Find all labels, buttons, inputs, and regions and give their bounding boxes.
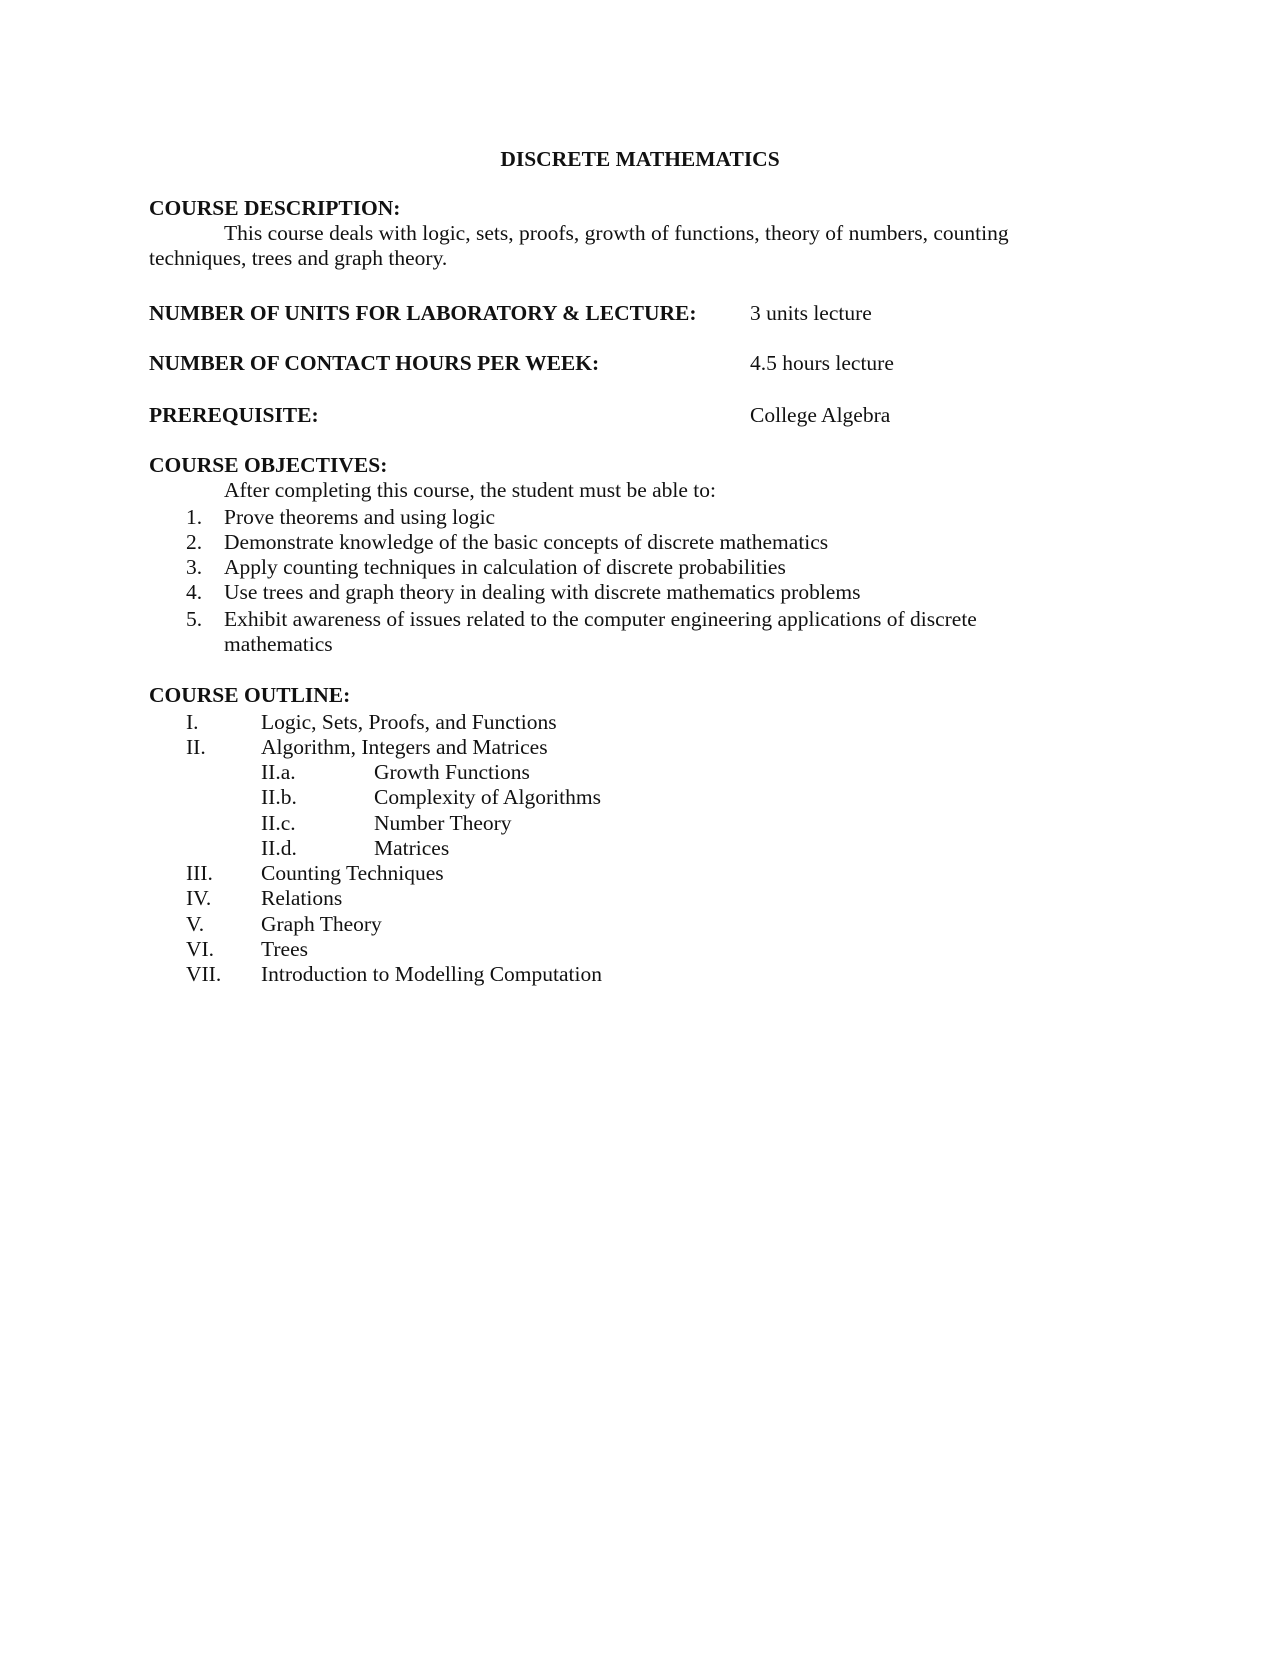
outline-number: V. (186, 912, 205, 936)
objective-number: 4. (186, 580, 203, 604)
outline-subitem: Complexity of Algorithms (374, 785, 601, 809)
objective-text: Apply counting techniques in calculation of discrete probabilities (224, 555, 786, 579)
document-title: DISCRETE MATHEMATICS (500, 147, 780, 171)
contact-hours-label: NUMBER OF CONTACT HOURS PER WEEK: (149, 351, 600, 375)
units-label: NUMBER OF UNITS FOR LABORATORY & LECTURE: (149, 301, 697, 325)
outline-number: III. (186, 861, 213, 885)
outline-subnumber: II.b. (261, 785, 297, 809)
objectives-intro: After completing this course, the student must be able to: (224, 478, 717, 502)
outline-item: Introduction to Modelling Computation (261, 962, 602, 986)
outline-item: Relations (261, 886, 343, 910)
outline-subitem: Growth Functions (374, 760, 530, 784)
outline-subitem: Matrices (374, 836, 450, 860)
course-outline-heading: COURSE OUTLINE: (149, 683, 351, 707)
outline-subnumber: II.c. (261, 811, 296, 835)
outline-item: Algorithm, Integers and Matrices (261, 735, 548, 759)
outline-subnumber: II.a. (261, 760, 296, 784)
units-value: 3 units lecture (750, 301, 872, 325)
outline-number: I. (186, 710, 199, 734)
outline-item: Counting Techniques (261, 861, 444, 885)
objective-text: Exhibit awareness of issues related to the computer engineering applications of discrete mathematics (224, 607, 977, 656)
objective-number: 5. (186, 607, 203, 631)
outline-number: VI. (186, 937, 215, 961)
outline-subitem: Number Theory (374, 811, 512, 835)
objective-text: Demonstrate knowledge of the basic concepts of discrete mathematics (224, 530, 829, 554)
objective-text: Prove theorems and using logic (224, 505, 496, 529)
objective-number: 3. (186, 555, 203, 579)
outline-item: Trees (261, 937, 308, 961)
outline-number: IV. (186, 886, 212, 910)
outline-subnumber: II.d. (261, 836, 297, 860)
objective-number: 1. (186, 505, 203, 529)
prerequisite-label: PREREQUISITE: (149, 403, 319, 427)
prerequisite-value: College Algebra (750, 403, 891, 427)
contact-hours-value: 4.5 hours lecture (750, 351, 894, 375)
objective-text: Use trees and graph theory in dealing with discrete mathematics problems (224, 580, 861, 604)
course-description-heading: COURSE DESCRIPTION: (149, 196, 401, 220)
outline-item: Graph Theory (261, 912, 382, 936)
outline-number: VII. (186, 962, 222, 986)
outline-item: Logic, Sets, Proofs, and Functions (261, 710, 557, 734)
outline-number: II. (186, 735, 206, 759)
course-objectives-heading: COURSE OBJECTIVES: (149, 453, 388, 477)
objective-number: 2. (186, 530, 203, 554)
course-description-text: This course deals with logic, sets, proofs, growth of functions, theory of numbers, counting techniques, trees and graph theory. (149, 221, 1009, 270)
